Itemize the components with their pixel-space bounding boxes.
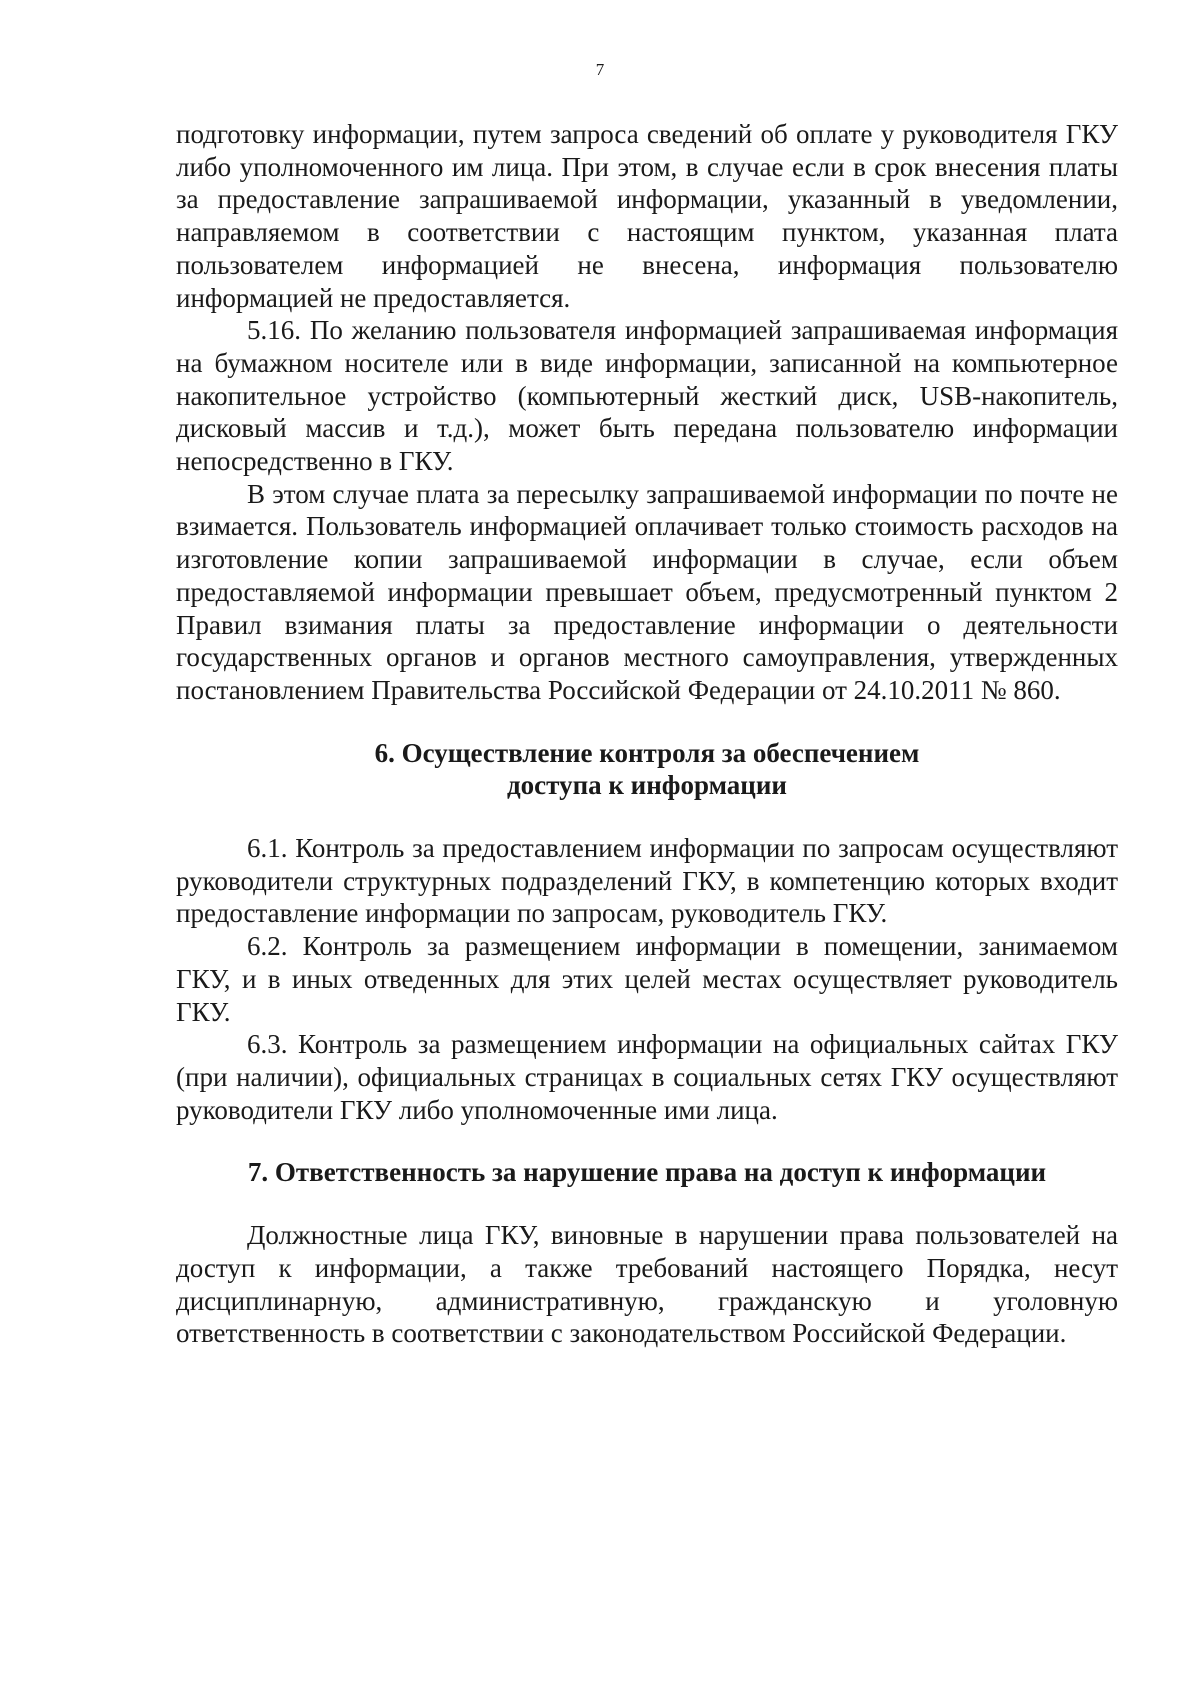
paragraph-5-16-continued: В этом случае плата за пересылку запрашиваемой информации по почте не взимается. Пользователь информацией оплачивает только стоимость расходов на изготовление копии запрашиваемой информации в случае, если объем предоставляемой информации превышает объем, предусмотренный пунктом 2 Правил взимания платы за предоставление информации о деятельности государственных органов и органов местного самоуправления, утвержденных постановлением Правительства Российской Федерации от 24.10.2011 № 860. xyxy=(176,478,1118,705)
paragraph-5-16: 5.16. По желанию пользователя информацией запрашиваемая информация на бумажном носителе или в виде информации, записанной на компьютерное накопительное устройство (компьютерный жесткий диск, USB-накопитель, дисковый массив и т.д.), может быть передана пользователю информации непосредственно в ГКУ. xyxy=(176,315,1118,477)
paragraph-6-3: 6.3. Контроль за размещением информации на официальных сайтах ГКУ (при наличии), официальных страницах в социальных сетях ГКУ осуществляют руководители ГКУ либо уполномоченные ими лица. xyxy=(176,1029,1118,1125)
paragraph-6-1: 6.1. Контроль за предоставлением информации по запросам осуществляют руководители структурных подразделений ГКУ, в компетенцию которых входит предоставление информации по запросам, руководитель ГКУ. xyxy=(176,833,1118,929)
page-number: 7 xyxy=(595,60,605,79)
section-6-heading-line-1: 6. Осуществление контроля за обеспечением xyxy=(374,737,920,768)
paragraph-7-1: Должностные лица ГКУ, виновные в нарушении права пользователей на доступ к информации, а также требований настоящего Порядка, несут дисциплинарную, административную, гражданскую и уголовную ответственность в соответствии с законодательством Российской Федерации. xyxy=(176,1220,1118,1349)
section-6-heading xyxy=(176,737,1118,802)
section-6-heading-line-2: доступа к информации xyxy=(507,770,787,801)
document-body xyxy=(176,118,1118,1350)
paragraph-continuation: подготовку информации, путем запроса сведений об оплате у руководителя ГКУ либо уполномоченного им лица. При этом, в случае если в срок внесения платы за предоставление запрашиваемой информации, указанный в уведомлении, направляемом в соответствии с настоящим пунктом, указанная плата пользователем информацией не внесена, информация пользователю информацией не предоставляется. xyxy=(176,119,1118,313)
paragraph-6-2: 6.2. Контроль за размещением информации в помещении, занимаемом ГКУ, и в иных отведенных для этих целей местах осуществляет руководитель ГКУ. xyxy=(176,931,1118,1027)
section-7-heading: 7. Ответственность за нарушение права на доступ к информации xyxy=(247,1157,1047,1188)
